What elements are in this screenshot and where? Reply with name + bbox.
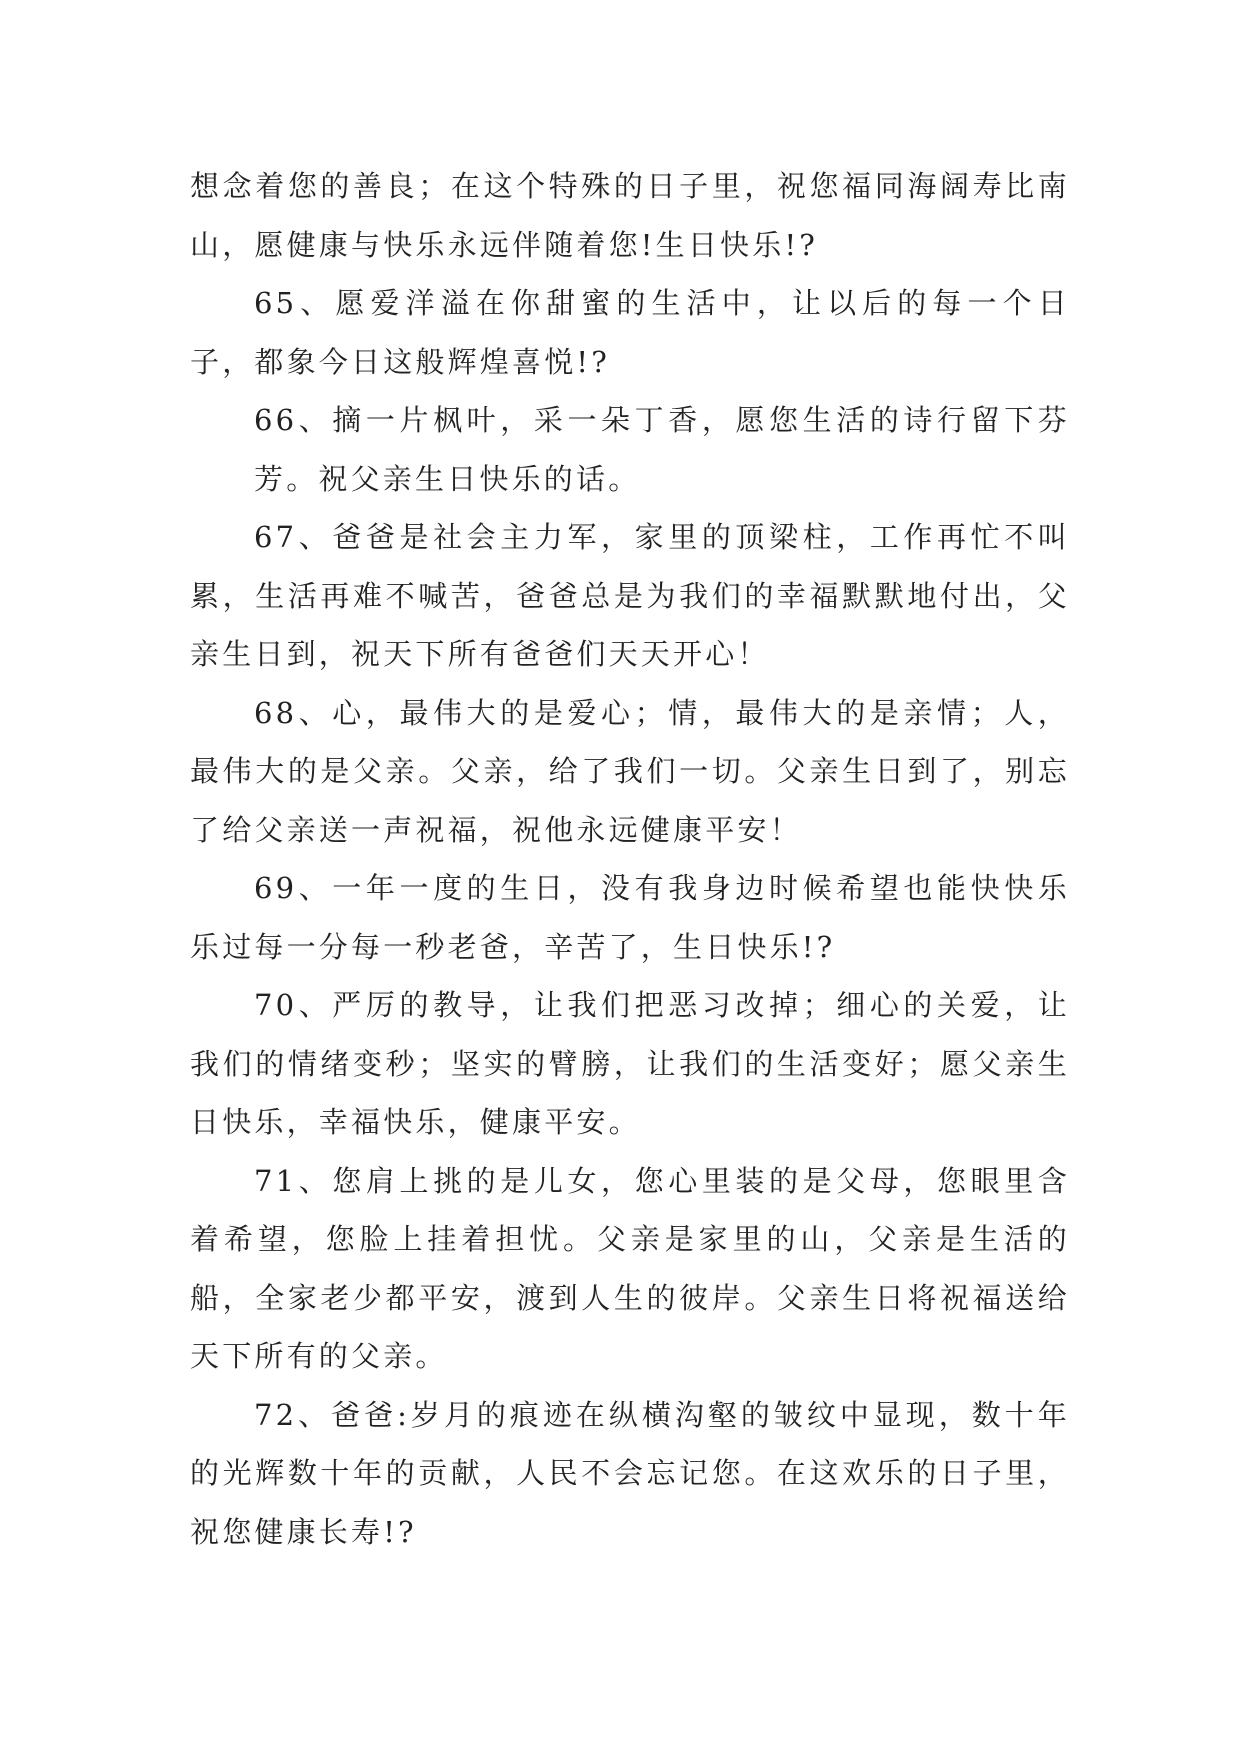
paragraph-71: 71、您肩上挑的是儿女，您心里装的是父母，您眼里含着希望，您脸上挂着担忧。父亲是家里的山，父亲是生活的船，全家老少都平安，渡到人生的彼岸。父亲生日将祝福送给天下所有的父亲。: [190, 1163, 1070, 1373]
document-page: [190, 157, 1070, 1561]
paragraph-continued: 想念着您的善良；在这个特殊的日子里，祝您福同海阔寿比南山，愿健康与快乐永远伴随着您!生日快乐!?: [190, 169, 1070, 262]
paragraph-72: 72、爸爸:岁月的痕迹在纵横沟壑的皱纹中显现，数十年的光辉数十年的贡献，人民不会忘记您。在这欢乐的日子里，祝您健康长寿!?: [190, 1397, 1070, 1549]
paragraph-68: 68、心，最伟大的是爱心；情，最伟大的是亲情；人，最伟大的是父亲。父亲，给了我们一切。父亲生日到了，别忘了给父亲送一声祝福，祝他永远健康平安！: [190, 695, 1070, 847]
paragraph-65: 65、愿爱洋溢在你甜蜜的生活中，让以后的每一个日子，都象今日这般辉煌喜悦!?: [190, 286, 1070, 379]
paragraph-70: 70、严厉的教导，让我们把恶习改掉；细心的关爱，让我们的情绪变秒；坚实的臂膀，让我们的生活变好；愿父亲生日快乐，幸福快乐，健康平安。: [190, 988, 1070, 1139]
paragraph-67: 67、爸爸是社会主力军，家里的顶梁柱，工作再忙不叫累，生活再难不喊苦，爸爸总是为我们的幸福默默地付出，父亲生日到，祝天下所有爸爸们天天开心！: [190, 520, 1070, 671]
paragraph-66: 66、摘一片枫叶，采一朵丁香，愿您生活的诗行留下芬芳。祝父亲生日快乐的话。: [254, 403, 1070, 496]
paragraph-69: 69、一年一度的生日，没有我身边时候希望也能快快乐乐过每一分每一秒老爸，辛苦了，生日快乐!?: [190, 871, 1070, 964]
